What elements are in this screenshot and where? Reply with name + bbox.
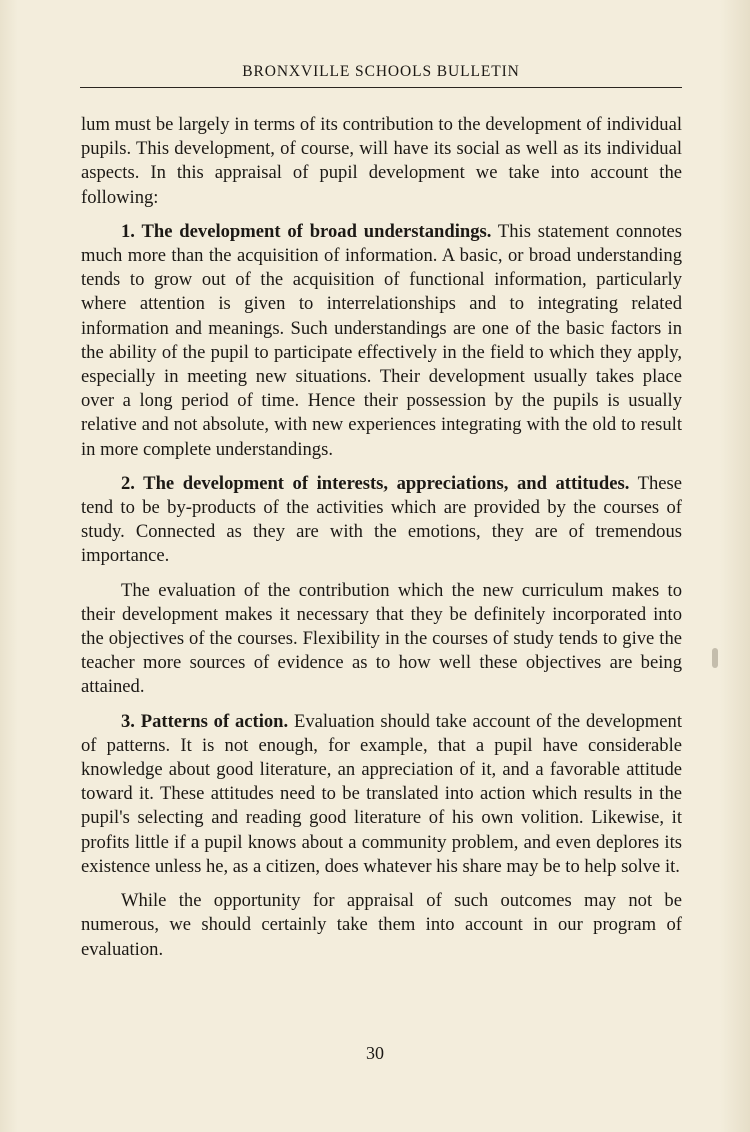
page-number: 30 [366, 1043, 384, 1063]
running-head: BRONXVILLE SCHOOLS BULLETIN [242, 63, 520, 80]
item-2-heading: 2. The development of interests, appreciations, and attitudes. [121, 472, 630, 494]
ink-smudge [712, 648, 718, 668]
item-1-heading: 1. The development of broad understandings. [121, 220, 492, 242]
item-2-paragraph [81, 472, 682, 569]
evaluation-paragraph: The evaluation of the contribution which the new curriculum makes to their development makes it necessary that they be definitely incorporated into the objectives of the courses. Flexibility in the courses of study tends to give the teacher more sources of evidence as to how well these objectives are being attained. [81, 579, 682, 698]
item-1-text: This statement connotes much more than the acquisition of information. A basic, or broad understanding tends to grow out of the acquisition of functional information, particularly where attention is given to interrelationships and to integrating related information and meanings. Such understandings are one of the basic factors in the ability of the pupil to participate effectively in the field to which they apply, especially in meeting new situations. Their development usually takes place over a long period of time. Hence their possession by the pupils is usually relative and not absolute, with new experiences integrating with the old to result in more complete understandings. [81, 220, 683, 460]
header-rule [80, 87, 682, 88]
item-3-paragraph [81, 710, 682, 879]
item-2-text: These tend to be by-products of the activities which are provided by the courses of study. Connected as they are with the emotions, they are of tremendous importance. [81, 472, 683, 567]
closing-paragraph: While the opportunity for appraisal of such outcomes may not be numerous, we should certainly take them into account in our program of evaluation. [81, 890, 682, 960]
item-3-text: Evaluation should take account of the development of patterns. It is not enough, for example, that a pupil have considerable knowledge about good literature, an appreciation of it, and a favorable attitude toward it. These attitudes need to be translated into action which results in the pupil's selecting and reading good literature of his own volition. Likewise, it profits little if a pupil knows about a community problem, and even deplores its existence unless he, as a citizen, does whatever his share may be to help solve it. [81, 710, 682, 877]
item-3-heading: 3. Patterns of action. [121, 710, 289, 732]
paragraph-continuation: lum must be largely in terms of its contribution to the development of individual pupils. This development, of course, will have its social as well as its individual aspects. In this appraisal of pupil development we take into account the following: [81, 114, 682, 208]
item-1-paragraph [81, 220, 682, 462]
body-text [81, 113, 682, 962]
